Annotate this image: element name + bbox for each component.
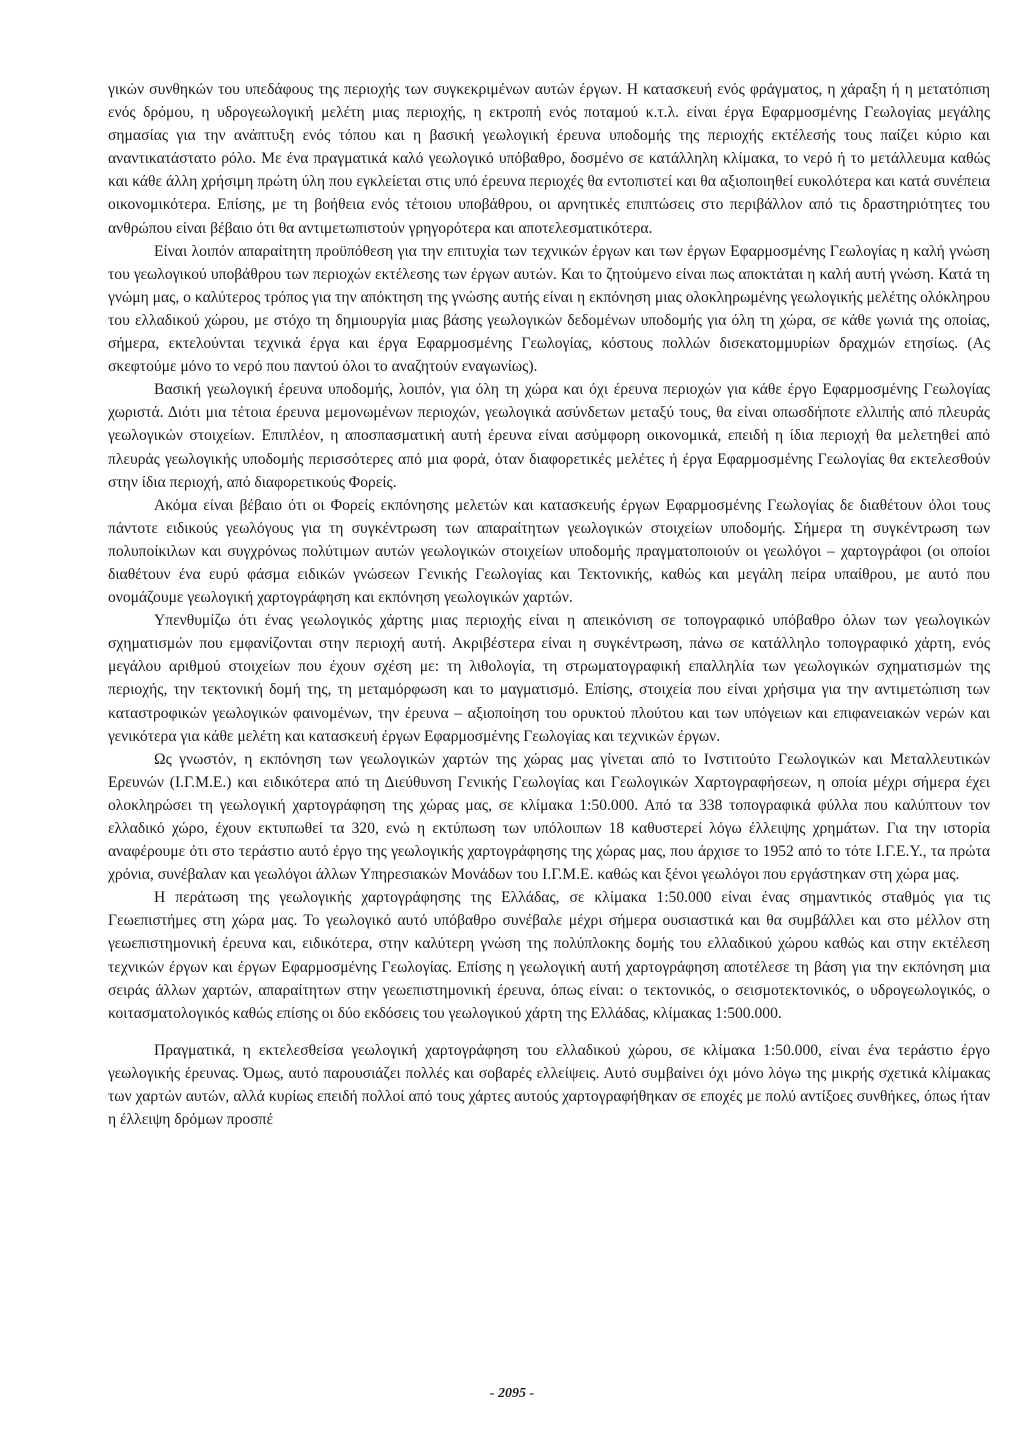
paragraph-infrastructure-knowledge: Είναι λοιπόν απαραίτητη προϋπόθεση για την επιτυχία των τεχνικών έργων και των έργων Εφαρμοσμένης Γεωλογίας η καλή γνώση του γεωλογικού υποβάθρου των περιοχών εκτέλεσης των έργων αυτών. Και το ζητούμενο είναι πως αποκτάται η καλή αυτή γνώση. Κατά τη γνώμη μας, ο καλύτερος τρόπος για την απόκτηση της γνώσης αυτής είναι η εκπόνηση μιας ολοκληρωμένης γεωλογικής μελέτης ολόκληρου του ελλαδικού χώρου, με στόχο τη δημιουργία μιας βάσης γεωλογικών δεδομένων υποδομής για όλη τη χώρα, σε κάθε γωνιά της οποίας, σήμερα, εκτελούνται τεχνικά έργα και έργα Εφαρμοσμένης Γεωλογίας, κόστους πολλών δισεκατομμυρίων δραχμών ετησίως. (Ας σκεφτούμε μόνο το νερό που παντού όλοι το αναζητούν εναγωνίως). xyxy=(108,242,990,376)
paragraph-basic-research: Βασική γεωλογική έρευνα υποδομής, λοιπόν, για όλη τη χώρα και όχι έρευνα περιοχών για κάθε έργο Εφαρμοσμένης Γεωλογίας χωριστά. Διότι μια τέτοια έρευνα μεμονωμένων περιοχών, γεωλογικά ασύνδετων μεταξύ τους, θα είναι οπωσδήποτε ελλιπής από πλευράς γεωλογικών στοιχείων. Επιπλέον, η αποσπασματική αυτή έρευνα είναι ασύμφορη οικονομικά, επειδή η ίδια περιοχή θα μελετηθεί από πλευράς γεωλογικής υποδομής περισσότερες από μια φορά, όταν διαφορετικές μελέτες ή έργα Εφαρμοσμένης Γεωλογίας θα εκτελεσθούν στην ίδια περιοχή, από διαφορετικούς Φορείς. xyxy=(108,381,990,491)
page-number: - 2095 - xyxy=(489,1386,535,1401)
paragraph-intro: γικών συνθηκών του υπεδάφους της περιοχής των συγκεκριμένων αυτών έργων. Η κατασκευή ενός φράγματος, η χάραξη ή η μετατόπιση ενός δρόμου, η υδρογεωλογική μελέτη μιας περιοχής, η εκτροπή ενός ποταμού κ.τ.λ. είναι έργα Εφαρμοσμένης Γεωλογίας μεγάλης σημασίας για την ανάπτυξη ενός τόπου και η βασική γεωλογική έρευνα υποδομής της περιοχής εκτέλεσής τους παίζει κύριο και αναντικατάστατο ρόλο. Με ένα πραγματικά καλό γεωλογικό υπόβαθρο, δοσμένο σε κατάλληλη κλίμακα, το νερό ή το μετάλλευμα καθώς και κάθε άλλη χρήσιμη πρώτη ύλη που εγκλείεται στις υπό έρευνα περιοχές θα εντοπιστεί και θα αξιοποιηθεί ευκολότερα και κατά συνέπεια οικονομικότερα. Επίσης, με τη βοήθεια ενός τέτοιου υποβάθρου, οι αρνητικές επιπτώσεις στο περιβάλλον από τις δραστηριότητες του ανθρώπου είναι βέβαιο ότι θα αντιμετωπιστούν γρηγορότερα και αποτελεσματικότερα. xyxy=(108,81,990,237)
document-body xyxy=(108,78,990,1131)
paragraph-geological-map-definition: Υπενθυμίζω ότι ένας γεωλογικός χάρτης μιας περιοχής είναι η απεικόνιση σε τοπογραφικό υπόβαθρο όλων των γεωλογικών σχηματισμών που εμφανίζονται στην περιοχή αυτή. Ακριβέστερα είναι η συγκέντρωση, πάνω σε κατάλληλο τοπογραφικό χάρτη, ενός μεγάλου αριθμού στοιχείων που έχουν σχέση με: τη λιθολογία, τη στρωματογραφική επαλληλία των γεωλογικών σχηματισμών της περιοχής, την τεκτονική δομή της, τη μεταμόρφωση και το μαγματισμό. Επίσης, στοιχεία που είναι χρήσιμα για την αντιμετώπιση των καταστροφικών γεωλογικών φαινομένων, την έρευνα – αξιοποίηση του ορυκτού πλούτου και των υπόγειων και επιφανειακών νερών και γενικότερα για κάθε μελέτη και κατασκευή έργων Εφαρμοσμένης Γεωλογίας και τεχνικών έργων. xyxy=(108,612,990,745)
paragraph-geologist-cartographers: Ακόμα είναι βέβαιο ότι οι Φορείς εκπόνησης μελετών και κατασκευής έργων Εφαρμοσμένης Γεωλογίας δε διαθέτουν όλοι τους πάντοτε ειδικούς γεωλόγους για τη συγκέντρωση των απαραίτητων γεωλογικών στοιχείων υποδομής. Σήμερα τη συγκέντρωση των πολυποίκιλων και συγχρόνως πολύτιμων αυτών γεωλογικών στοιχείων υποδομής πραγματοποιούν οι γεωλόγοι – χαρτογράφοι (οι οποίοι διαθέτουν ένα ευρύ φάσμα ειδικών γνώσεων Γενικής Γεωλογίας και Τεκτονικής, καθώς και μεγάλη πείρα υπαίθρου, με αυτό που ονομάζουμε γεωλογική χαρτογράφηση και εκπόνηση γεωλογικών χαρτών. xyxy=(108,496,990,607)
paragraph-mapping-completion: Η περάτωση της γεωλογικής χαρτογράφησης της Ελλάδας, σε κλίμακα 1:50.000 είναι ένας σημαντικός σταθμός για τις Γεωεπιστήμες στη χώρα μας. Το γεωλογικό αυτό υπόβαθρο συνέβαλε μέχρι σήμερα ουσιαστικά και θα συμβάλλει και στο μέλλον στη γεωεπιστημονική έρευνα και, ειδικότερα, στην καλύτερη γνώση της πολύπλοκης δομής του ελλαδικού χώρου καθώς και στην εκτέλεση τεχνικών έργων και έργων Εφαρμοσμένης Γεωλογίας. Επίσης η γεωλογική αυτή χαρτογράφηση αποτέλεσε τη βάση για την εκπόνηση μια σειράς άλλων χαρτών, απαραίτητων στην γεωεπιστημονική έρευνα, όπως είναι: ο τεκτονικός, ο σεισμοτεκτονικός, ο υδρογεωλογικός, ο κοιτασματολογικός καθώς επίσης οι δύο εκδόσεις του γεωλογικού χάρτη της Ελλάδας, κλίμακας 1:500.000. xyxy=(108,889,990,1022)
paragraph-igme-mapping: Ως γνωστόν, η εκπόνηση των γεωλογικών χαρτών της χώρας μας γίνεται από το Ινστιτούτο Γεωλογικών και Μεταλλευτικών Ερευνών (Ι.Γ.Μ.Ε.) και ειδικότερα από τη Διεύθυνση Γενικής Γεωλογίας και Γεωλογικών Χαρτογραφήσεων, η οποία μέχρι σήμερα έχει ολοκληρώσει τη γεωλογική χαρτογράφηση της χώρας μας, σε κλίμακα 1:50.000. Από τα 338 τοπογραφικά φύλλα που καλύπτουν τον ελλαδικό χώρο, έχουν εκτυπωθεί τα 320, ενώ η εκτύπωση των υπόλοιπων 18 καθυστερεί λόγω έλλειψης χρημάτων. Για την ιστορία αναφέρουμε ότι στο τεράστιο αυτό έργο της γεωλογικής χαρτογράφησης της χώρας μας, που άρχισε το 1952 από το τότε Ι.Γ.Ε.Υ., τα πρώτα χρόνια, συνέβαλαν και γεωλόγοι άλλων Υπηρεσιακών Μονάδων του Ι.Γ.Μ.Ε. καθώς και ξένοι γεωλόγοι που εργάστηκαν στη χώρα μας. xyxy=(108,750,990,884)
paragraph-mapping-shortcomings: Πραγματικά, η εκτελεσθείσα γεωλογική χαρτογράφηση του ελλαδικού χώρου, σε κλίμακα 1:50.000, είναι ένα τεράστιο έργο γεωλογικής έρευνας. Όμως, αυτό παρουσιάζει πολλές και σοβαρές ελλείψεις. Αυτό συμβαίνει όχι μόνο λόγω της μικρής σχετικά κλίμακας των χαρτών αυτών, αλλά κυρίως επειδή πολλοί από τους χάρτες αυτούς χαρτογραφήθηκαν σε εποχές με πολύ αντίξοες συνθήκες, όπως ήταν η έλλειψη δρόμων προσπέ xyxy=(108,1041,990,1129)
